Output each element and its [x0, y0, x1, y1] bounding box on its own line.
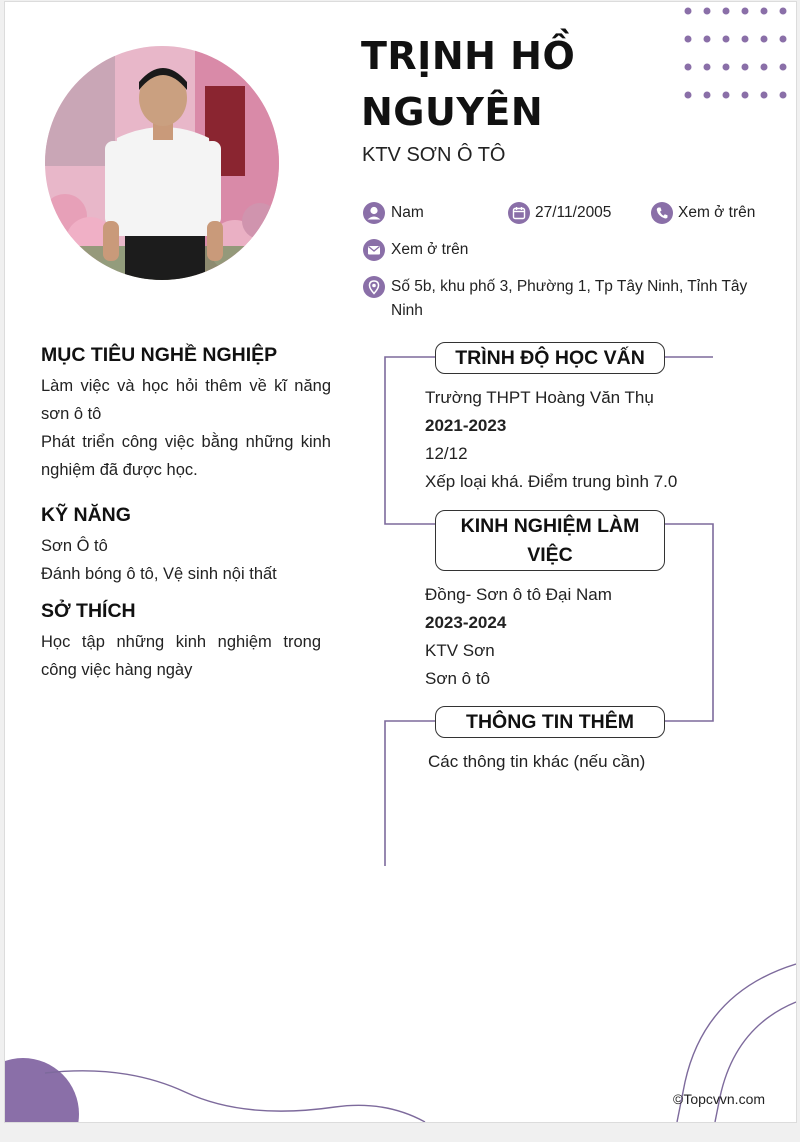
skills-title: KỸ NĂNG — [41, 504, 131, 526]
phone-value: Xem ở trên — [678, 204, 756, 221]
experience-period: 2023-2024 — [425, 613, 507, 632]
objective-line-1: Làm việc và học hỏi thêm về kĩ năng sơn ô tô — [41, 377, 331, 423]
skill-item: Đánh bóng ô tô, Vệ sinh nội thất — [41, 565, 277, 583]
education-note: Xếp loại khá. Điểm trung bình 7.0 — [425, 472, 678, 491]
decorative-curves — [5, 2, 796, 1122]
gender-value: Nam — [391, 204, 424, 221]
experience-position: KTV Sơn — [425, 641, 495, 660]
email-value: Xem ở trên — [391, 241, 469, 258]
experience-title-line-1: KINH NGHIỆM LÀM — [460, 515, 640, 537]
hobby-item: Học tập những kinh nghiệm trong công việc hàng ngày — [41, 633, 321, 679]
education-grade: 12/12 — [425, 444, 468, 463]
experience-description: Sơn ô tô — [425, 669, 491, 688]
extra-info-text: Các thông tin khác (nếu cần) — [428, 752, 646, 771]
name-line-1: TRỊNH HỒ — [361, 34, 576, 78]
hobbies-title: SỞ THÍCH — [41, 600, 136, 622]
education-period: 2021-2023 — [425, 416, 507, 435]
school-name: Trường THPT Hoàng Văn Thụ — [425, 388, 654, 407]
skill-item: Sơn Ô tô — [41, 537, 108, 555]
objective-title: MỤC TIÊU NGHỀ NGHIỆP — [41, 344, 278, 366]
name-line-2: NGUYÊN — [361, 90, 544, 134]
education-section-header: TRÌNH ĐỘ HỌC VẤN — [435, 342, 665, 374]
address-line-2: Ninh — [391, 302, 423, 319]
brand-watermark: ©Topcvvn.com — [673, 1091, 766, 1107]
birthday-value: 27/11/2005 — [535, 204, 612, 221]
address-line-1: Số 5b, khu phố 3, Phường 1, Tp Tây Ninh, Tỉnh Tây — [391, 278, 748, 295]
job-title: KTV SƠN Ô TÔ — [362, 144, 506, 166]
company-name: Đồng- Sơn ô tô Đại Nam — [425, 585, 612, 604]
experience-title-line-2: VIỆC — [527, 544, 573, 566]
cv-page — [4, 1, 797, 1123]
extra-info-section-header: THÔNG TIN THÊM — [435, 706, 665, 738]
objective-line-2: Phát triển công việc bằng những kinh nghiệm đã được học. — [41, 433, 331, 479]
